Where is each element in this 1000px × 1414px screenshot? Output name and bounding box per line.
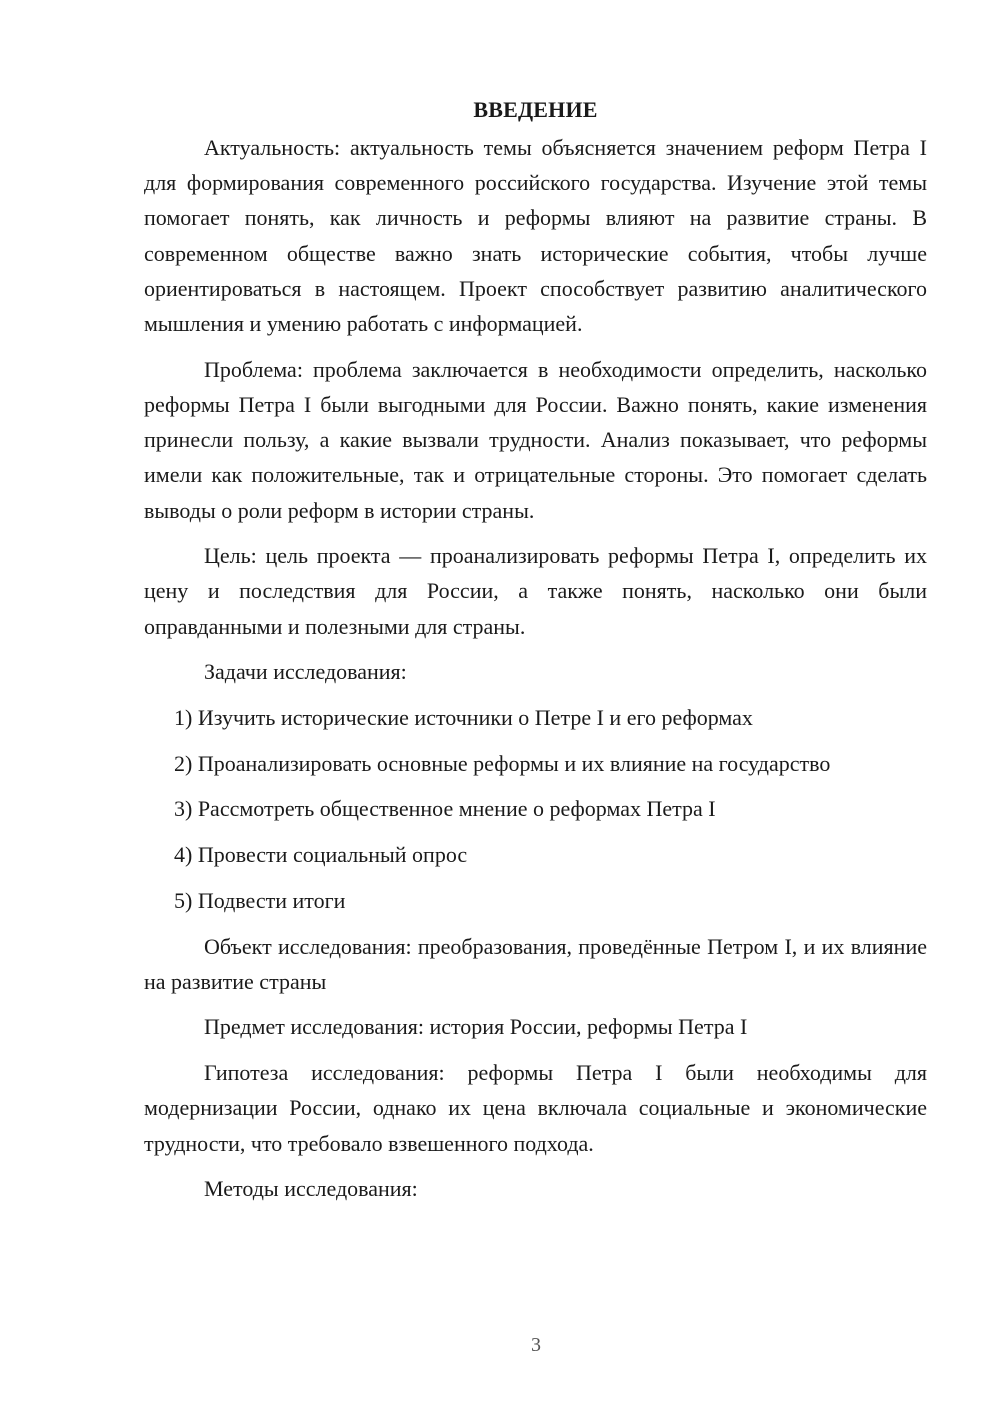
page-number: 3 [531,1334,541,1356]
task-item-3: 3) Рассмотреть общественное мнение о реформах Петра I [174,796,716,822]
paragraph-problem: Проблема: проблема заключается в необходимости определить, насколько реформы Петра I были выгодными для России. Важно понять, какие изменения принесли пользу, а какие вызвали трудности. Анализ показывает, что реформы имели как положительные, так и отрицательные стороны. Это помогает сделать выводы о роли реформ в истории страны. [144,356,927,523]
paragraph-relevance: Актуальность: актуальность темы объясняется значением реформ Петра I для формирования современного российского государства. Изучение этой темы помогает понять, как личность и реформы влияют на развитие страны. В современном обществе важно знать исторические события, чтобы лучше ориентироваться в настоящем. Проект способствует развитию аналитического мышления и умению работать с информацией. [144,135,927,337]
paragraph-goal: Цель: цель проекта — проанализировать реформы Петра I, определить их цену и последствия для России, а также понять, насколько они были оправданными и полезными для страны. [144,543,927,639]
document-page [144,92,927,1217]
section-title: ВВЕДЕНИЕ [473,97,598,122]
paragraph-hypothesis: Гипотеза исследования: реформы Петра I были необходимы для модернизации России, однако их цена включала социальные и экономические трудности, что требовало взвешенного подхода. [144,1060,927,1156]
paragraph-object: Объект исследования: преобразования, проведённые Петром I, и их влияние на развитие страны [144,933,927,994]
task-item-5: 5) Подвести итоги [174,887,346,913]
paragraph-subject: Предмет исследования: история России, реформы Петра I [204,1014,748,1040]
task-item-4: 4) Провести социальный опрос [174,842,468,868]
task-item-1: 1) Изучить исторические источники о Петре I и его реформах [174,705,753,731]
task-item-2: 2) Проанализировать основные реформы и их влияние на государство [174,750,831,776]
paragraph-tasks-heading: Задачи исследования: [204,659,407,685]
paragraph-methods-heading: Методы исследования: [204,1176,418,1202]
